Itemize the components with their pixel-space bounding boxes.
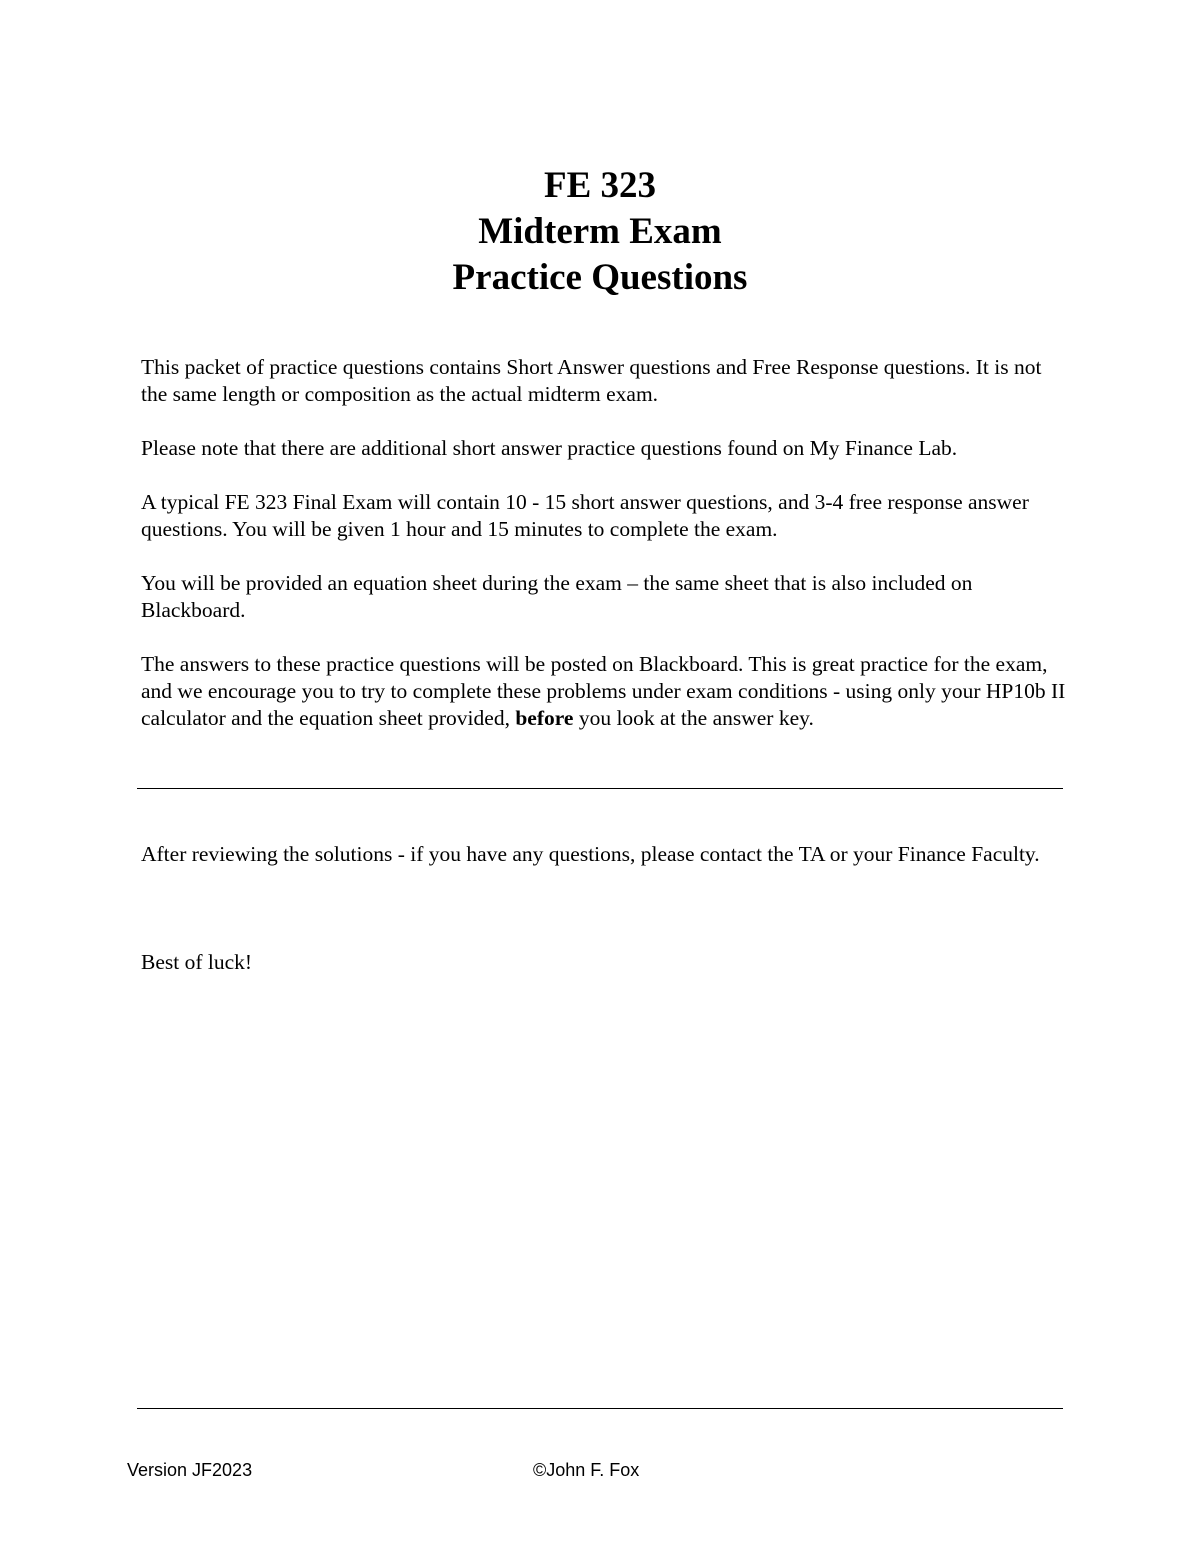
answers-text-emphasis: before	[515, 706, 574, 730]
answers-text-start: The answers to these practice questions will be posted on Blackboard. This is great practice for the exam, and we encourage you to try to complete these problems under exam conditions - using only your HP10b II calculator and the equation sheet provided,	[141, 652, 1066, 730]
course-code: FE 323	[543, 165, 657, 206]
section-divider	[137, 788, 1063, 789]
closing-line: Best of luck!	[141, 950, 253, 974]
document-title	[0, 163, 1200, 301]
footer-divider	[137, 1408, 1063, 1409]
document-subtitle: Practice Questions	[452, 257, 748, 298]
finance-lab-note: Please note that there are additional short answer practice questions found on My Finance Lab.	[141, 436, 958, 460]
answers-text-end: you look at the answer key.	[573, 706, 814, 730]
intro-paragraph: This packet of practice questions contains Short Answer questions and Free Response questions. It is not the same length or composition as the actual midterm exam.	[141, 355, 1042, 406]
equation-sheet-paragraph: You will be provided an equation sheet during the exam – the same sheet that is also included on Blackboard.	[141, 571, 973, 622]
exam-name: Midterm Exam	[478, 211, 722, 252]
contact-paragraph: After reviewing the solutions - if you have any questions, please contact the TA or your Finance Faculty.	[141, 842, 1040, 866]
copyright-label: ©John F. Fox	[533, 1460, 640, 1480]
exam-format-paragraph: A typical FE 323 Final Exam will contain 10 - 15 short answer questions, and 3-4 free response answer questions. You will be given 1 hour and 15 minutes to complete the exam.	[141, 490, 1029, 541]
answers-paragraph	[141, 651, 1071, 732]
version-label: Version JF2023	[127, 1460, 253, 1480]
